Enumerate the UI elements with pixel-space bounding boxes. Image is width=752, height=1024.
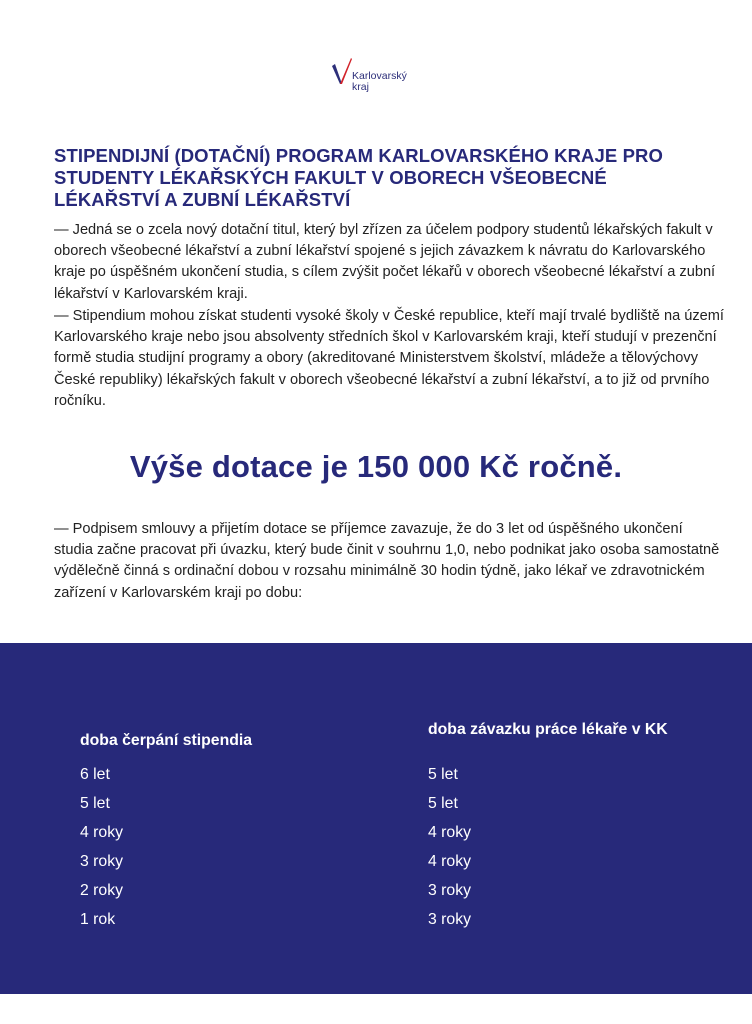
table-column-work-commitment: [428, 720, 728, 934]
table-cell: 5 let: [428, 795, 458, 812]
logo-text-line2: kraj: [352, 81, 369, 93]
logo-text-line1: Karlovarský: [352, 70, 407, 82]
commitment-table-panel: [0, 643, 752, 994]
subsidy-amount-headline: Výše dotace je 150 000 Kč ročně.: [129, 449, 623, 484]
karlovarsky-kraj-logo: [331, 57, 461, 97]
table-cell: 3 roky: [428, 882, 472, 899]
logo-text: [352, 71, 407, 93]
table-cell: 4 roky: [428, 824, 472, 841]
obligation-paragraph: — Podpisem smlouvy a přijetím dotace se příjemce zavazuje, že do 3 let od úspěšného ukončení studia začne pracovat při úvazku, který bude činit v souhrnu 1,0, nebo podnikat jako osoba samostatně výdělečně činná s ordinační dobou v rozsahu minimálně 30 hodin týdně, jako lékař ve zdravotnickém zařízení v Karlovarském kraji po dobu:: [54, 521, 720, 601]
table-cell: 4 roky: [80, 824, 124, 841]
table-cell: 4 roky: [428, 853, 472, 870]
eligibility-paragraph: — Stipendium mohou získat studenti vysoké školy v České republice, kteří mají trvalé bydliště na území Karlovarského kraje nebo jsou absolventy středních škol v Karlovarském kraji, kteří studují v prezenční formě studia studijní programy a obory (akreditované Ministerstvem školství, mládeže a tělovýchovy České republiky) lékařských fakult v oborech všeobecné lékařství a zubní lékařství, a to již od prvního ročníku.: [54, 308, 724, 409]
table-header-scholarship-duration: doba čerpání stipendia: [80, 732, 253, 749]
intro-paragraph: — Jedná se o zcela nový dotační titul, který byl zřízen za účelem podpory studentů lékařských fakult v oborech všeobecné lékařství a zubní lékařství spojené s jejich závazkem k návratu do Karlovarského kraje po úspěšném ukončení studia, s cílem zvýšit počet lékařů v oborech všeobecné lékařství a zubní lékařství v Karlovarském kraji.: [54, 222, 716, 302]
page-title: STIPENDIJNÍ (DOTAČNÍ) PROGRAM KARLOVARSKÉHO KRAJE PRO STUDENTY LÉKAŘSKÝCH FAKULT V OBORECH VŠEOBECNÉ LÉKAŘSTVÍ A ZUBNÍ LÉKAŘSTVÍ: [54, 145, 663, 210]
work-commitment-list: [428, 760, 728, 934]
table-header-work-commitment: doba závazku práce lékaře v KK: [428, 721, 668, 738]
table-column-scholarship-duration: [80, 731, 380, 934]
table-cell: 3 roky: [80, 853, 124, 870]
table-cell: 5 let: [80, 795, 110, 812]
logo-mark-icon: [331, 57, 353, 91]
table-cell: 3 roky: [428, 911, 472, 928]
table-cell: 2 roky: [80, 882, 124, 899]
table-cell: 1 rok: [80, 911, 116, 928]
scholarship-duration-list: [80, 760, 380, 934]
table-cell: 5 let: [428, 766, 458, 783]
table-cell: 6 let: [80, 766, 110, 783]
